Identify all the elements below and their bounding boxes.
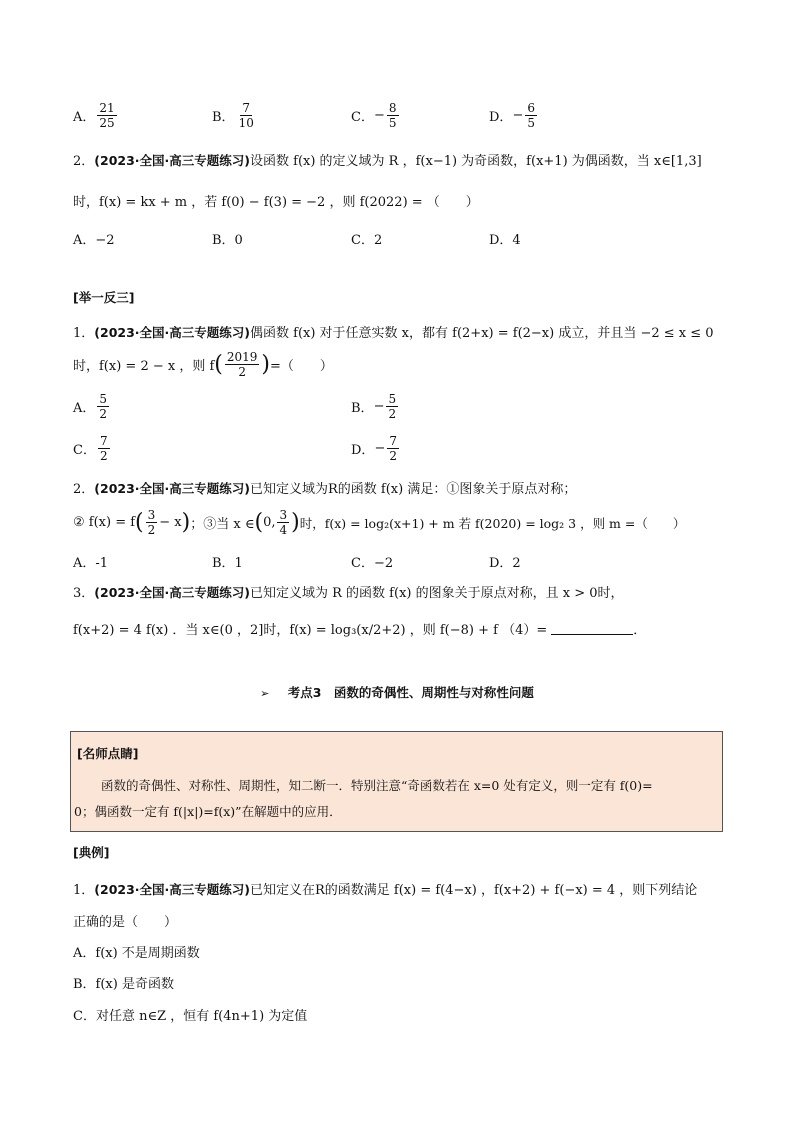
tip-line2: 0；偶函数一定有 f(|x|)=f(x)”在解题中的应用． (74, 804, 342, 819)
option-sign: − (374, 441, 386, 456)
option-label: A． (73, 401, 96, 416)
question-text: − x (159, 515, 182, 530)
fraction (387, 101, 399, 130)
minus-sign: − (512, 108, 524, 123)
question-number: 2． (73, 482, 95, 497)
question-text: 设函数 f(x) 的定义域为 R ，f(x−1) 为奇函数，f(x+1) 为偶函数，当 x∈[1,3] (250, 154, 702, 169)
numerator: 3 (147, 508, 156, 522)
question-number: 2． (73, 154, 95, 169)
e1-option-a (73, 392, 111, 421)
section-title-text: 考点3 函数的奇偶性、周期性与对称性问题 (287, 685, 534, 700)
question-source: (2023·全国·高三专题练习) (94, 881, 250, 897)
numerator: 2019 (226, 350, 258, 364)
e3-line2 (73, 619, 646, 638)
denominator: 25 (99, 116, 115, 130)
e2-line2 (73, 508, 685, 537)
question-text: 已知定义域为 R 的函数 f(x) 的图象关于原点对称，且 x > 0时， (250, 586, 624, 601)
numerator: 8 (388, 101, 397, 115)
option-label: D． (351, 443, 375, 458)
question-number: 1． (73, 883, 95, 898)
e2-option-b: B．1 (212, 556, 243, 571)
question-text: 偶函数 f(x) 对于任意实数 x，都有 f(2+x) = f(2−x) 成立，并且当 −2 ≤ x ≤ 0 (250, 326, 714, 341)
denominator: 5 (527, 116, 535, 130)
prev-option-c (351, 101, 401, 130)
tip-box (70, 731, 723, 832)
right-paren-icon: ) (261, 351, 271, 377)
fraction (525, 101, 537, 130)
right-paren-icon: ) (291, 509, 300, 535)
e2-option-c: C．−2 (351, 556, 394, 571)
tip-line1: 函数的奇偶性、对称性、周期性，知二断一．特别注意“奇函数若在 x=0 处有定义，则一定有 f(0)= (101, 778, 653, 793)
numerator: 7 (99, 434, 108, 448)
option-label: D． (489, 110, 513, 125)
e2-option-d: D．2 (489, 556, 521, 571)
question-text: 已知定义在R的函数满足 f(x) = f(4−x) ，f(x+2) + f(−x) = 4 ，则下列结论 (250, 883, 698, 898)
question-text: ；③当 x ∈ (190, 517, 255, 532)
question-text: ． (633, 623, 647, 638)
question-text: 时，f(x) = 2 − x ，则 f (73, 359, 215, 374)
fraction (237, 101, 256, 130)
question-text: 已知定义域为R的函数 f(x) 满足：①图象关于原点对称； (250, 482, 577, 497)
denominator: 2 (238, 365, 246, 379)
q2-option-a: A．−2 (73, 233, 115, 248)
section-heading-dianli: [典例] (73, 845, 110, 860)
option-label: B． (351, 401, 374, 416)
dianli-option-c: C．对任意 n∈Z ，恒有 f(4n+1) 为定值 (73, 1009, 308, 1024)
question-text: ② f(x) = f (73, 515, 136, 530)
fraction (97, 392, 109, 421)
prev-option-a (73, 101, 119, 130)
fraction (146, 508, 158, 537)
arrow-icon: ➢ (260, 687, 270, 700)
question-text: 时，f(x) = kx + m ，若 f(0) − f(3) = −2 ，则 f(2022) = （ ） (73, 195, 479, 210)
numerator: 3 (279, 508, 288, 522)
q2-option-c: C．2 (351, 233, 383, 248)
section-heading-jyfs: [举一反三] (73, 290, 135, 305)
denominator: 2 (389, 449, 397, 463)
section-title-3 (0, 683, 794, 701)
fraction (387, 434, 399, 463)
q2-line2 (73, 191, 479, 210)
denominator: 10 (238, 116, 254, 130)
question-source: (2023·全国·高三专题练习) (94, 584, 250, 600)
denominator: 2 (99, 407, 108, 421)
e3-line1 (73, 582, 624, 601)
e1-line2 (73, 350, 333, 379)
option-label: B． (212, 110, 235, 125)
denominator: 4 (279, 523, 288, 537)
option-label: C． (73, 443, 96, 458)
option-label: C． (351, 110, 374, 125)
e2-option-a: A．-1 (73, 556, 109, 571)
minus-sign: − (373, 108, 385, 123)
numerator: 7 (389, 434, 397, 448)
tip-heading: [名师点睛] (77, 746, 139, 761)
e1-option-d (351, 434, 401, 463)
e1-option-c (73, 434, 112, 463)
right-paren-icon: ) (181, 509, 191, 535)
q2-option-d: D．4 (489, 233, 521, 248)
q2-line1 (73, 150, 702, 169)
left-paren-icon: ( (254, 509, 264, 535)
question-text: =（ ） (270, 359, 333, 374)
numerator: 6 (527, 101, 535, 115)
numerator: 5 (388, 392, 397, 406)
prev-option-d (489, 101, 539, 130)
left-paren-icon: ( (135, 509, 144, 535)
denominator: 2 (99, 449, 108, 463)
fraction (98, 434, 110, 463)
denominator: 2 (147, 523, 156, 537)
e1-line1 (73, 322, 714, 341)
fraction (386, 392, 398, 421)
question-source: (2023·全国·高三专题练习) (94, 324, 250, 340)
option-label: A． (73, 110, 96, 125)
denominator: 2 (388, 407, 397, 421)
numerator: 21 (99, 101, 115, 115)
left-paren-icon: ( (214, 351, 223, 377)
fraction (277, 508, 289, 537)
q2-option-b: B．0 (212, 233, 243, 248)
option-sign: − (373, 399, 385, 414)
dianli-line1 (73, 879, 697, 898)
denominator: 5 (388, 116, 397, 130)
fraction (97, 101, 116, 130)
prev-option-b (212, 101, 258, 130)
question-number: 3． (73, 586, 95, 601)
question-text: 时，f(x) = log₂(x+1) + m 若 f(2020) = log₂ 3 ，则 m =（ ） (299, 515, 686, 531)
question-text: f(x+2) = 4 f(x) ．当 x∈(0 ，2]时，f(x) = log₃(x/2+2) ，则 f(−8) + f （4）= (73, 623, 548, 638)
dianli-option-a: A．f(x) 不是周期函数 (73, 946, 200, 961)
numerator: 5 (99, 392, 108, 406)
answer-blank[interactable] (551, 622, 633, 635)
numerator: 7 (242, 101, 251, 115)
interval-start: 0, (263, 515, 276, 530)
question-source: (2023·全国·高三专题练习) (94, 480, 250, 496)
e2-line1 (73, 478, 576, 497)
e1-option-b (351, 392, 400, 421)
question-source: (2023·全国·高三专题练习) (94, 152, 250, 168)
dianli-line2: 正确的是（ ） (73, 915, 178, 930)
question-number: 1． (73, 326, 95, 341)
dianli-option-b: B．f(x) 是奇函数 (73, 977, 174, 992)
fraction (225, 350, 260, 379)
